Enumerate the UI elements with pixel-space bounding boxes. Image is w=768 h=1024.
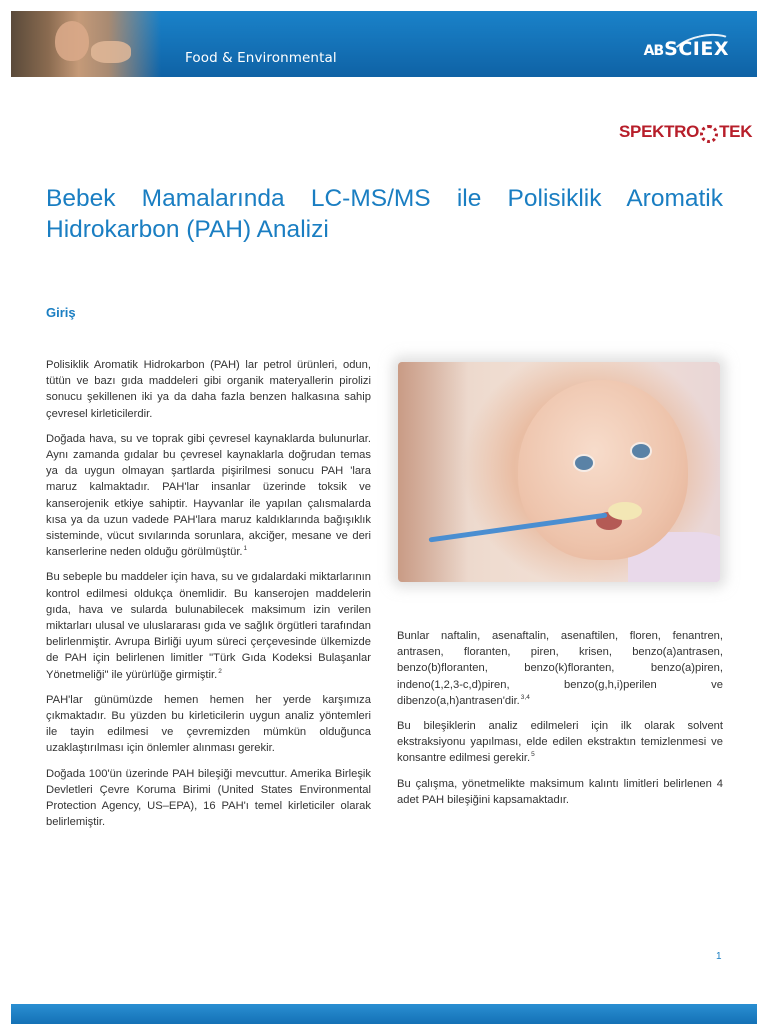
paragraph-text: Bu bileşiklerin analiz edilmeleri için ilk olarak solvent ekstraksiyonu yapılması, elde edilen ekstraktın temizlenmesi ve konsantre edilmesi gerekir. bbox=[397, 720, 723, 765]
adult-silhouette bbox=[398, 362, 468, 582]
hand-shape bbox=[91, 41, 131, 63]
brand-logo bbox=[644, 38, 729, 60]
paragraph bbox=[46, 357, 371, 422]
paragraph bbox=[46, 569, 371, 682]
footnote-ref: 1 bbox=[243, 545, 248, 553]
brand-prefix: AB bbox=[643, 43, 664, 59]
header-title: Food & Environmental bbox=[185, 50, 337, 66]
paragraph-text: Bu sebeple bu maddeler için hava, su ve gıdalardaki miktarlarının kontrol edilmesi oldukça önemlidir. Bu kanserojen maddelerin gıda, hava ve sularda bulunabilecek maksimum izin verilen miktarları ulusal ve uluslararası gıda ve sağlık örgütleri tarafından belirlenmiştir. Avrupa Birliği uyum süreci çerçevesinde ülkemizde de PAH için belirlenen limitler "Türk Gıda Kodeksi Bulaşanlar Yönetmeliği" ile yürürlüğe girmiştir. bbox=[46, 571, 371, 681]
baby-eye-right bbox=[630, 442, 652, 460]
page-number: 1 bbox=[716, 951, 722, 962]
left-column bbox=[46, 357, 371, 839]
paragraph bbox=[46, 692, 371, 757]
paragraph-text: Doğada 100'ün üzerinde PAH bileşiği mevcuttur. Amerika Birleşik Devletleri Çevre Koruma Birimi (United States Environmental Protection Agency, US–EPA), 16 PAH'ı temel kirleticiler olarak belirlemiştir. bbox=[46, 767, 371, 829]
baby-eye-left bbox=[573, 454, 595, 472]
footer-band bbox=[11, 1004, 757, 1024]
paragraph-text: Bu çalışma, yönetmelikte maksimum kalıntı limitleri belirlenen 4 adet PAH bileşiğini kapsamaktadır. bbox=[397, 777, 723, 806]
paragraph bbox=[46, 766, 371, 831]
section-heading: Giriş bbox=[46, 305, 76, 320]
paragraph-text: Doğada hava, su ve toprak gibi çevresel kaynaklarda bulunurlar. Aynı zamanda gıdalar bu çevresel kaynaklarla doğrudan temas ya da uygun olmayan şartlarda pişirilmesi sonucu PAH 'lara maruz kalmaktadır. PAH'lar insanlar üzerinde toksik ve kanserojenik etkiye sahiptir. Hayvanlar ile yapılan çalısmalarda kısa ya da uzun vadede PAH'lara maruz kaldıklarında bağışıklık sisteminde, vücut sıvılarında sorunlara, akciğer, mesane ve deri kanserlerine neden olduğu görülmüştür. bbox=[46, 432, 371, 559]
partner-logo bbox=[619, 114, 752, 150]
paragraph bbox=[397, 776, 723, 808]
brand-name: SCIEX bbox=[664, 38, 729, 60]
document-title: Bebek Mamalarında LC-MS/MS ile Polisiklik Aromatik Hidrokarbon (PAH) Analizi bbox=[46, 185, 723, 243]
child-face-shape bbox=[55, 21, 89, 61]
partner-logo-part1: SPEKTRO bbox=[619, 122, 700, 141]
header-photo bbox=[11, 11, 161, 77]
paragraph-text: PAH'lar günümüzde hemen hemen her yerde karşımıza çıkmaktadır. Bu yüzden bu kirleticilerin uygun analiz yöntemleri ile tayin edilmesi ve çevremizden mümkün olduğunca uzaklaştırılması için önlemler alınması gerekir. bbox=[46, 693, 371, 755]
baby-head-shape bbox=[518, 380, 688, 560]
partner-logo-part2: TEK bbox=[719, 122, 753, 141]
gear-icon bbox=[700, 125, 718, 143]
footnote-ref: 5 bbox=[531, 751, 535, 759]
paragraph bbox=[397, 718, 723, 767]
header-banner bbox=[11, 11, 757, 77]
food-on-spoon bbox=[608, 502, 642, 520]
paragraph bbox=[397, 628, 723, 709]
paragraph bbox=[46, 431, 371, 561]
photo-background bbox=[398, 362, 720, 582]
paragraph-text: Bunlar naftalin, asenaftalin, asenaftilen, floren, fenantren, antrasen, floranten, piren, krisen, benzo(a)antrasen, benzo(b)floranten, benzo(k)floranten, benzo(a)piren, indeno(1,2,3-c,d)piren, benzo(g,h,i)perilen ve dibenzo(a,h)antrasen'dir. bbox=[397, 630, 723, 707]
footnote-ref: 3,4 bbox=[520, 693, 530, 701]
paragraph-text: Polisiklik Aromatik Hidrokarbon (PAH) lar petrol ürünleri, odun, tütün ve bazı gıda maddeleri gibi organik materyallerin pirolizi sonucu şekillenen iki ya da daha fazla benzen halkasına sahip çevresel kirleticilerdir. bbox=[46, 359, 371, 420]
footnote-ref: 2 bbox=[218, 667, 222, 675]
baby-feeding-photo bbox=[398, 362, 720, 582]
right-column bbox=[397, 628, 723, 817]
